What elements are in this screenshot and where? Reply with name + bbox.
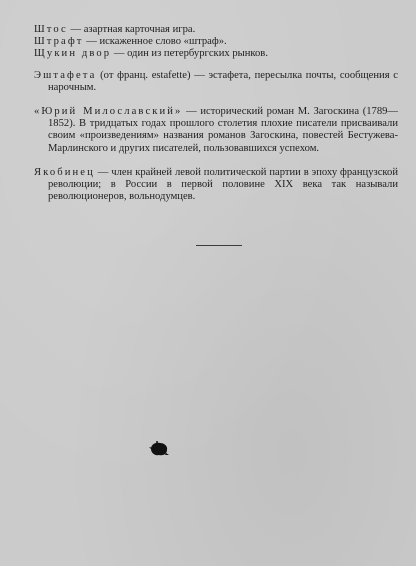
entry-term: Штос [34,24,68,35]
entry-definition: — один из петербургских рынков. [111,48,268,60]
entry-definition: — исторический роман М. Загоскина (1789—1852). В тридцатых годах прошлого столетия плохие писатели присваивали своим «произведениям» названия романов Загоскина, повестей Бестужева-Марлинского и других писателей, пользовавшихся успехом. [48,106,399,154]
ink-blot [148,440,170,458]
entry-shchukin-dvor [34,48,398,60]
entry-shtos [34,24,398,36]
entry-definition: — искаженное слово «штраф». [83,36,227,48]
entry-definition: (от франц. estafette) — эстафета, пересылка почты, сообщения с нарочным. [48,69,398,93]
entry-definition: — азартная карточная игра. [67,24,196,35]
entry-yakobinets [34,167,398,204]
entry-term: Эштафета [34,69,97,81]
entry-term: «Юрий Милославский» [34,106,183,118]
section-divider [196,245,242,246]
glossary-entries [34,24,398,203]
entry-eshtafeta [34,70,398,94]
entry-term: Якобинец [34,166,95,178]
entry-shtraft [34,36,398,48]
entry-term: Щукин двор [34,48,112,60]
entry-definition: — член крайней левой политической партии в эпоху французской революции; в России в первой половине XIX века так называли революционеров, вольнодумцев. [48,166,398,203]
entry-term: Штрафт [34,36,84,48]
entry-yuriy-miloslavskiy [34,106,398,155]
